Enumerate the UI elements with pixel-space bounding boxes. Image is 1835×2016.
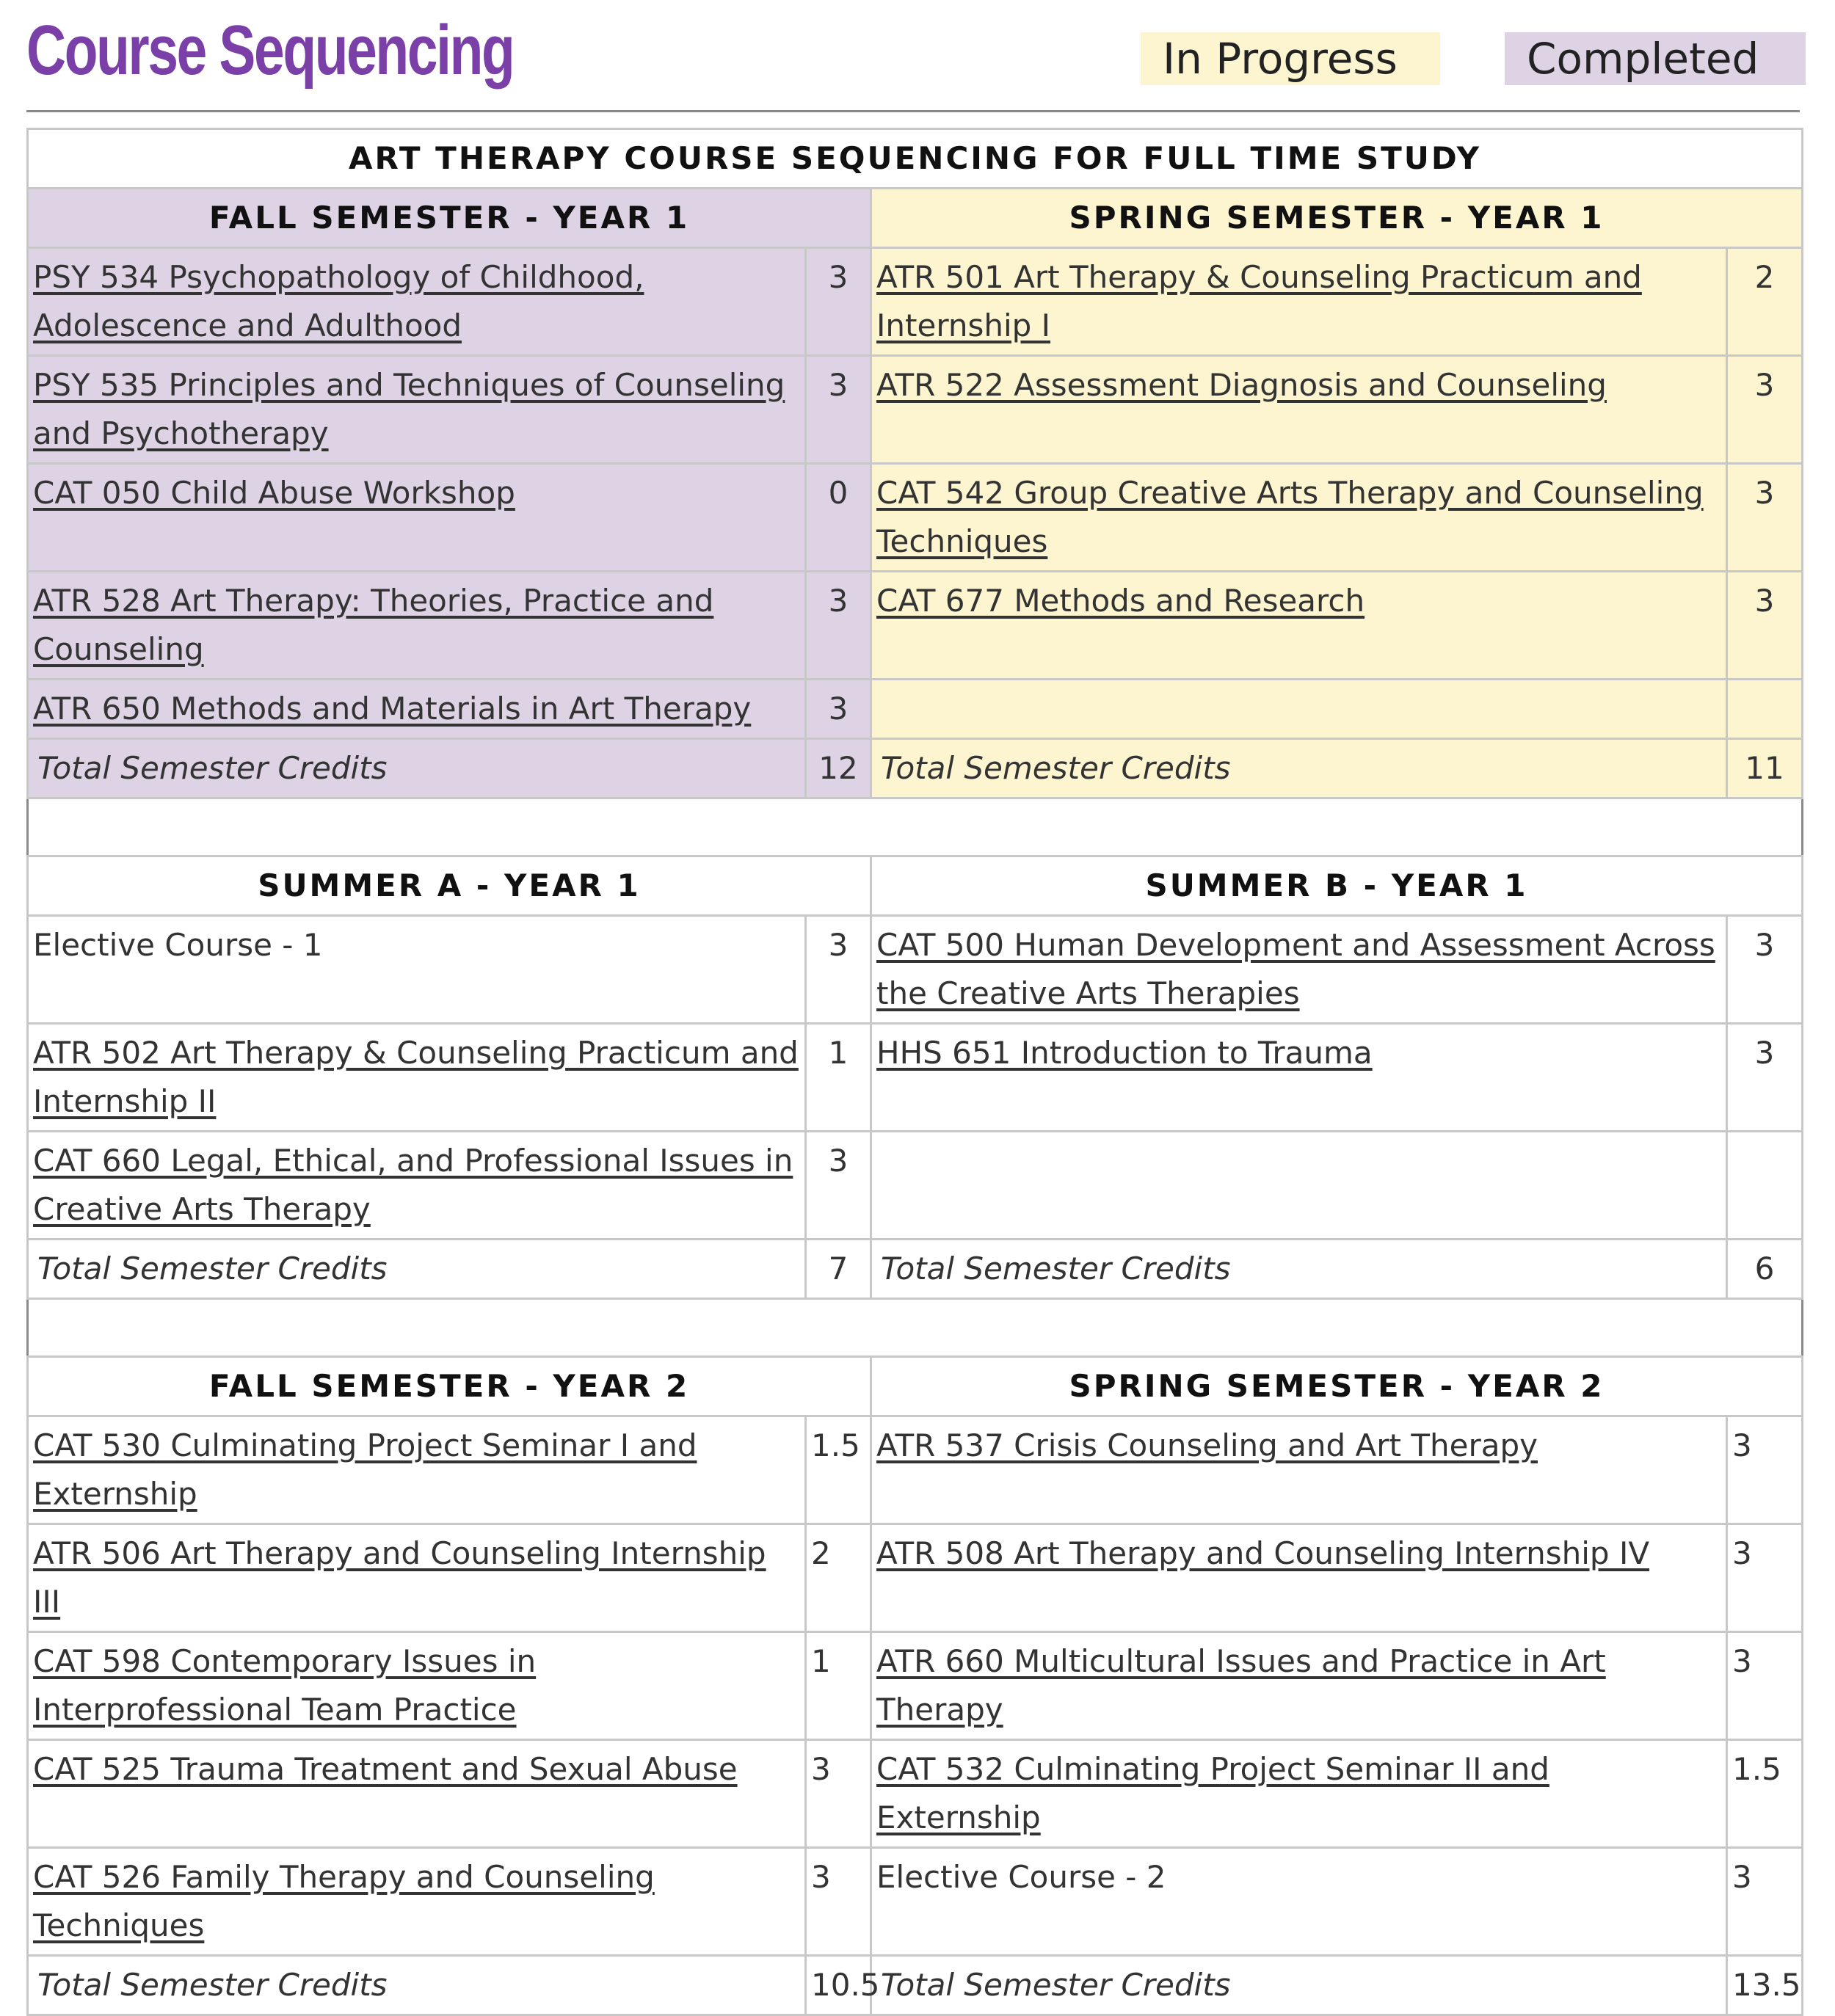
course-link[interactable]: CAT 532 Culminating Project Seminar II and Externship xyxy=(876,1751,1549,1835)
course-cell xyxy=(871,1740,1727,1848)
course-link[interactable]: CAT 530 Culminating Project Seminar I and Externship xyxy=(33,1427,697,1512)
semester-header-row xyxy=(28,189,1803,248)
credits-cell: 3 xyxy=(806,916,871,1024)
semester-header: FALL SEMESTER - YEAR 2 xyxy=(28,1357,871,1416)
course-row xyxy=(28,916,1803,1024)
course-link[interactable]: ATR 537 Crisis Counseling and Art Therapy xyxy=(876,1427,1538,1463)
total-label: Total Semester Credits xyxy=(871,1956,1727,2015)
course-row xyxy=(28,1740,1803,1848)
course-cell xyxy=(28,1416,806,1524)
course-cell xyxy=(28,464,806,572)
total-credits: 13.5 xyxy=(1727,1956,1803,2015)
course-link[interactable]: ATR 508 Art Therapy and Counseling Internship IV xyxy=(876,1535,1650,1571)
course-link[interactable]: ATR 522 Assessment Diagnosis and Counseling xyxy=(876,367,1607,403)
credits-cell: 3 xyxy=(1727,916,1803,1024)
course-cell xyxy=(28,356,806,464)
course-link[interactable]: ATR 502 Art Therapy & Counseling Practicum and Internship II xyxy=(33,1035,799,1119)
credits-cell: 3 xyxy=(806,1848,871,1956)
course-cell xyxy=(28,680,806,739)
course-link[interactable]: CAT 677 Methods and Research xyxy=(876,583,1365,619)
credits-cell: 1.5 xyxy=(1727,1740,1803,1848)
course-cell xyxy=(28,248,806,356)
course-cell xyxy=(871,1024,1727,1132)
course-row xyxy=(28,680,1803,739)
total-label: Total Semester Credits xyxy=(28,1956,806,2015)
course-link[interactable]: PSY 535 Principles and Techniques of Counseling and Psychotherapy xyxy=(33,367,785,451)
semester-header: SPRING SEMESTER - YEAR 2 xyxy=(871,1357,1803,1416)
course-row xyxy=(28,1632,1803,1740)
course-row xyxy=(28,356,1803,464)
credits-cell: 3 xyxy=(1727,1416,1803,1524)
course-cell xyxy=(871,1132,1727,1240)
course-cell xyxy=(871,1848,1727,1956)
credits-cell: 3 xyxy=(806,1132,871,1240)
total-credits: 12 xyxy=(806,739,871,798)
credits-cell xyxy=(1727,680,1803,739)
course-link[interactable]: CAT 500 Human Development and Assessment Across the Creative Arts Therapies xyxy=(876,927,1715,1011)
course-cell xyxy=(28,1524,806,1632)
course-row xyxy=(28,464,1803,572)
course-link[interactable]: ATR 506 Art Therapy and Counseling Internship III xyxy=(33,1535,766,1620)
credits-cell xyxy=(1727,1132,1803,1240)
course-link[interactable]: CAT 542 Group Creative Arts Therapy and Counseling Techniques xyxy=(876,475,1704,559)
course-cell xyxy=(871,356,1727,464)
divider xyxy=(26,110,1800,112)
credits-cell: 3 xyxy=(806,356,871,464)
course-link[interactable]: ATR 660 Multicultural Issues and Practice in Art Therapy xyxy=(876,1643,1606,1728)
credits-cell: 3 xyxy=(1727,1848,1803,1956)
credits-cell: 3 xyxy=(1727,1024,1803,1132)
credits-cell: 0 xyxy=(806,464,871,572)
credits-cell: 3 xyxy=(806,1740,871,1848)
course-cell xyxy=(871,248,1727,356)
block-spacer xyxy=(28,1299,1803,1357)
course-row xyxy=(28,1848,1803,1956)
course-link[interactable]: PSY 534 Psychopathology of Childhood, Adolescence and Adulthood xyxy=(33,259,644,343)
course-row xyxy=(28,1524,1803,1632)
semester-header: SPRING SEMESTER - YEAR 1 xyxy=(871,189,1803,248)
course-link[interactable]: CAT 526 Family Therapy and Counseling Techniques xyxy=(33,1859,655,1943)
course-row xyxy=(28,1416,1803,1524)
course-link[interactable]: CAT 598 Contemporary Issues in Interprofessional Team Practice xyxy=(33,1643,537,1728)
total-row xyxy=(28,1956,1803,2015)
table-title: ART THERAPY COURSE SEQUENCING FOR FULL TIME STUDY xyxy=(28,129,1803,189)
credits-cell: 3 xyxy=(1727,572,1803,680)
course-cell xyxy=(871,916,1727,1024)
course-cell xyxy=(28,1632,806,1740)
course-cell xyxy=(28,572,806,680)
credits-cell: 3 xyxy=(1727,464,1803,572)
credits-cell: 3 xyxy=(1727,1632,1803,1740)
credits-cell: 3 xyxy=(1727,1524,1803,1632)
total-credits: 7 xyxy=(806,1240,871,1299)
block-spacer xyxy=(28,798,1803,856)
credits-cell: 3 xyxy=(806,248,871,356)
course-cell xyxy=(28,1848,806,1956)
total-label: Total Semester Credits xyxy=(871,1240,1727,1299)
legend-in-progress: In Progress xyxy=(1141,32,1440,85)
course-cell xyxy=(871,1524,1727,1632)
course-link[interactable]: CAT 660 Legal, Ethical, and Professional Issues in Creative Arts Therapy xyxy=(33,1143,793,1227)
total-credits: 11 xyxy=(1727,739,1803,798)
course-cell xyxy=(28,1024,806,1132)
total-label: Total Semester Credits xyxy=(871,739,1727,798)
course-cell xyxy=(28,916,806,1024)
course-link[interactable]: CAT 525 Trauma Treatment and Sexual Abuse xyxy=(33,1751,738,1787)
total-row xyxy=(28,739,1803,798)
credits-cell: 3 xyxy=(806,680,871,739)
page-title: Course Sequencing xyxy=(26,11,514,90)
course-link[interactable]: ATR 528 Art Therapy: Theories, Practice and Counseling xyxy=(33,583,714,667)
credits-cell: 2 xyxy=(806,1524,871,1632)
course-cell xyxy=(871,680,1727,739)
total-row xyxy=(28,1240,1803,1299)
total-credits: 10.5 xyxy=(806,1956,871,2015)
course-link[interactable]: HHS 651 Introduction to Trauma xyxy=(876,1035,1373,1071)
credits-cell: 1 xyxy=(806,1632,871,1740)
total-label: Total Semester Credits xyxy=(28,1240,806,1299)
course-cell xyxy=(28,1132,806,1240)
course-link[interactable]: ATR 650 Methods and Materials in Art Therapy xyxy=(33,691,752,727)
course-cell xyxy=(871,1416,1727,1524)
course-row xyxy=(28,572,1803,680)
semester-header: FALL SEMESTER - YEAR 1 xyxy=(28,189,871,248)
credits-cell: 3 xyxy=(1727,356,1803,464)
credits-cell: 3 xyxy=(806,572,871,680)
course-row xyxy=(28,1024,1803,1132)
credits-cell: 1 xyxy=(806,1024,871,1132)
credits-cell: 1.5 xyxy=(806,1416,871,1524)
course-cell xyxy=(871,464,1727,572)
course-row xyxy=(28,248,1803,356)
course-cell xyxy=(28,1740,806,1848)
course-cell xyxy=(871,1632,1727,1740)
semester-header-row xyxy=(28,856,1803,916)
legend-completed: Completed xyxy=(1505,32,1806,85)
course-row xyxy=(28,1132,1803,1240)
semester-header: SUMMER B - YEAR 1 xyxy=(871,856,1803,916)
course-link[interactable]: CAT 050 Child Abuse Workshop xyxy=(33,475,515,511)
total-credits: 6 xyxy=(1727,1240,1803,1299)
course-name: Elective Course - 2 xyxy=(876,1859,1166,1895)
total-label: Total Semester Credits xyxy=(28,739,806,798)
course-link[interactable]: ATR 501 Art Therapy & Counseling Practicum and Internship I xyxy=(876,259,1642,343)
course-sequence-table xyxy=(26,128,1803,2016)
semester-header-row xyxy=(28,1357,1803,1416)
credits-cell: 2 xyxy=(1727,248,1803,356)
semester-header: SUMMER A - YEAR 1 xyxy=(28,856,871,916)
course-cell xyxy=(871,572,1727,680)
course-name: Elective Course - 1 xyxy=(33,927,323,963)
